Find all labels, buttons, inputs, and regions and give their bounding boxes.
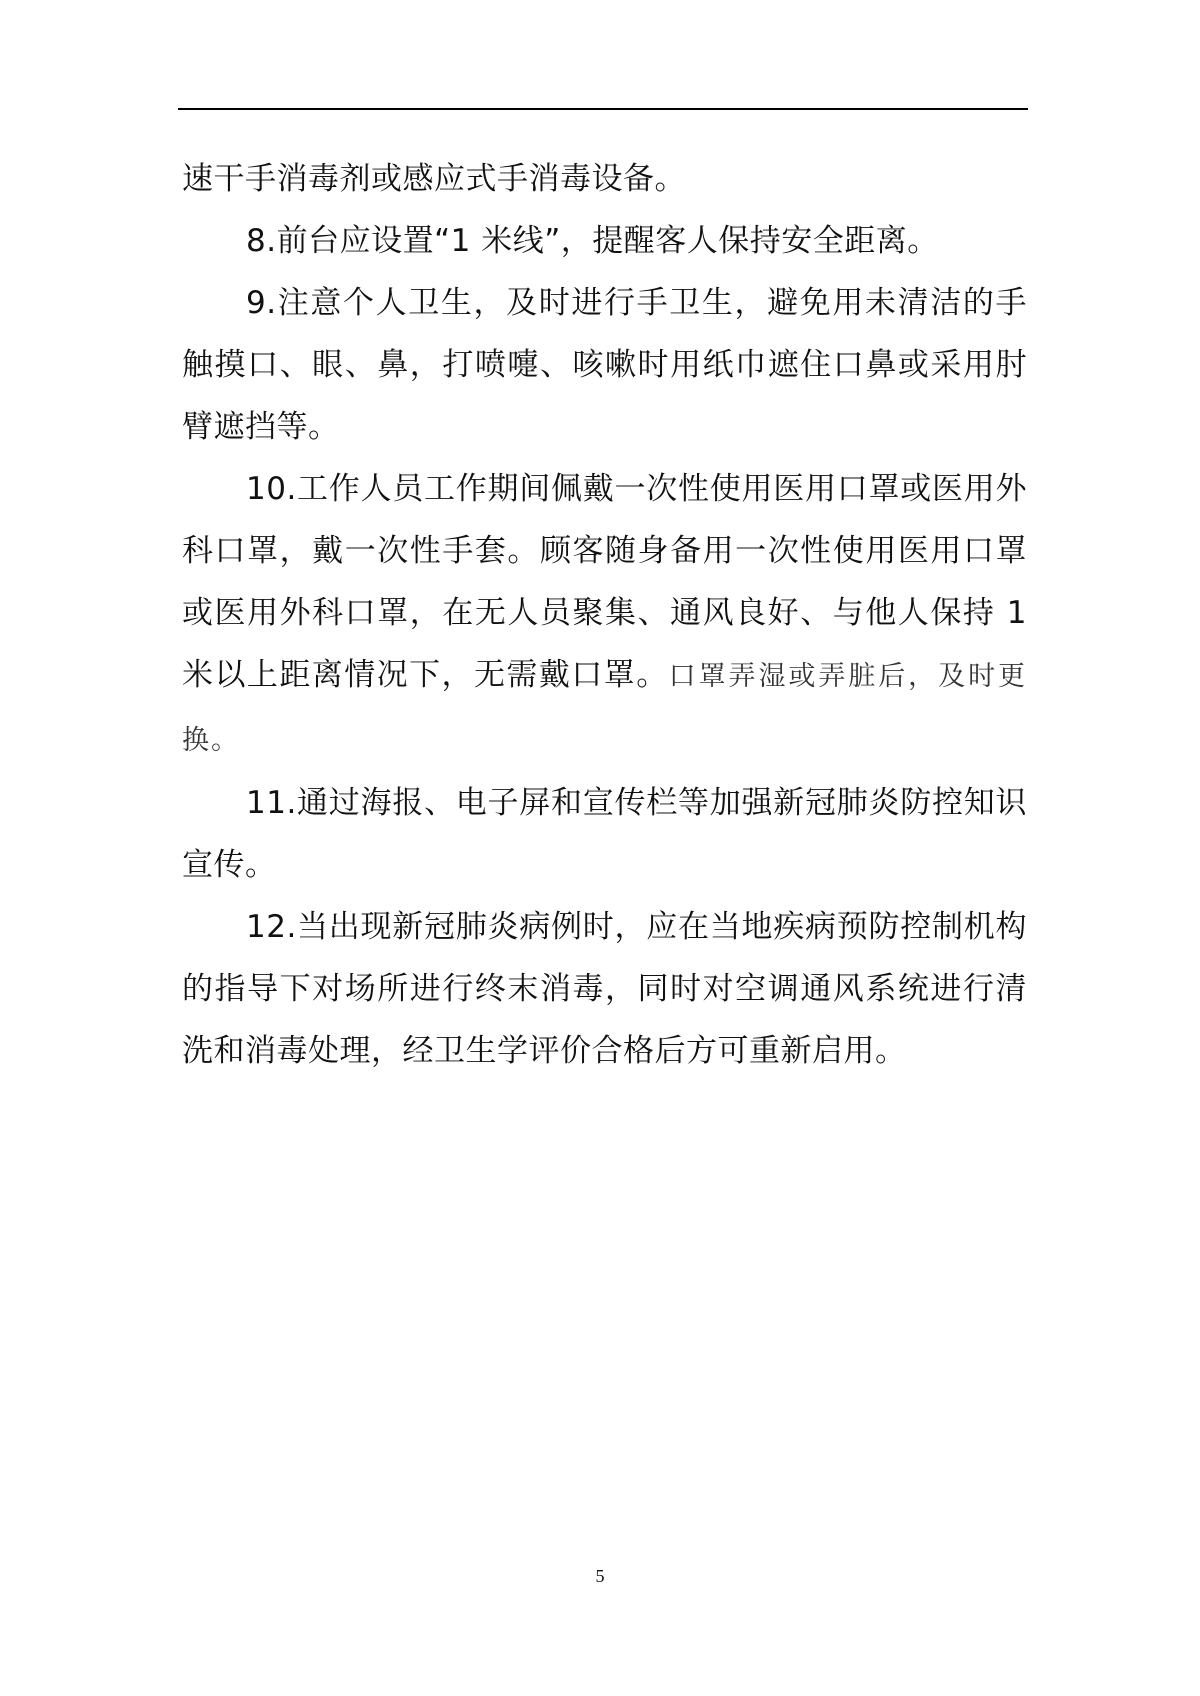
paragraph-item-9: 9.注意个人卫生，及时进行手卫生，避免用未清洁的手触摸口、眼、鼻，打喷嚏、咳嗽时用纸巾遮住口鼻或采用肘臂遮挡等。 (182, 285, 1027, 445)
header-rule (178, 108, 1028, 110)
body-text (182, 148, 1027, 1082)
paragraph-item-10 (182, 458, 1027, 772)
paragraph-item-8: 8.前台应设置“1 米线”，提醒客人保持安全距离。 (246, 223, 939, 259)
paragraph-continuation: 速干手消毒剂或感应式手消毒设备。 (182, 161, 686, 197)
paragraph-item-11: 11.通过海报、电子屏和宣传栏等加强新冠肺炎防控知识宣传。 (182, 785, 1027, 883)
paragraph-item-12: 12.当出现新冠肺炎病例时，应在当地疾病预防控制机构的指导下对场所进行终末消毒，同时对空调通风系统进行清洗和消毒处理，经卫生学评价合格后方可重新启用。 (182, 909, 1027, 1069)
paragraph-item-10-tail: 口罩弄湿或弄脏后，及时更换。 (182, 661, 1028, 756)
page-number: 5 (595, 1566, 605, 1586)
paragraph-item-10-main: 10.工作人员工作期间佩戴一次性使用医用口罩或医用外科口罩，戴一次性手套。顾客随身备用一次性使用医用口罩或医用外科口罩，在无人员聚集、通风良好、与他人保持 1 米以上距离情况下，无需戴口罩。 (182, 471, 1027, 693)
